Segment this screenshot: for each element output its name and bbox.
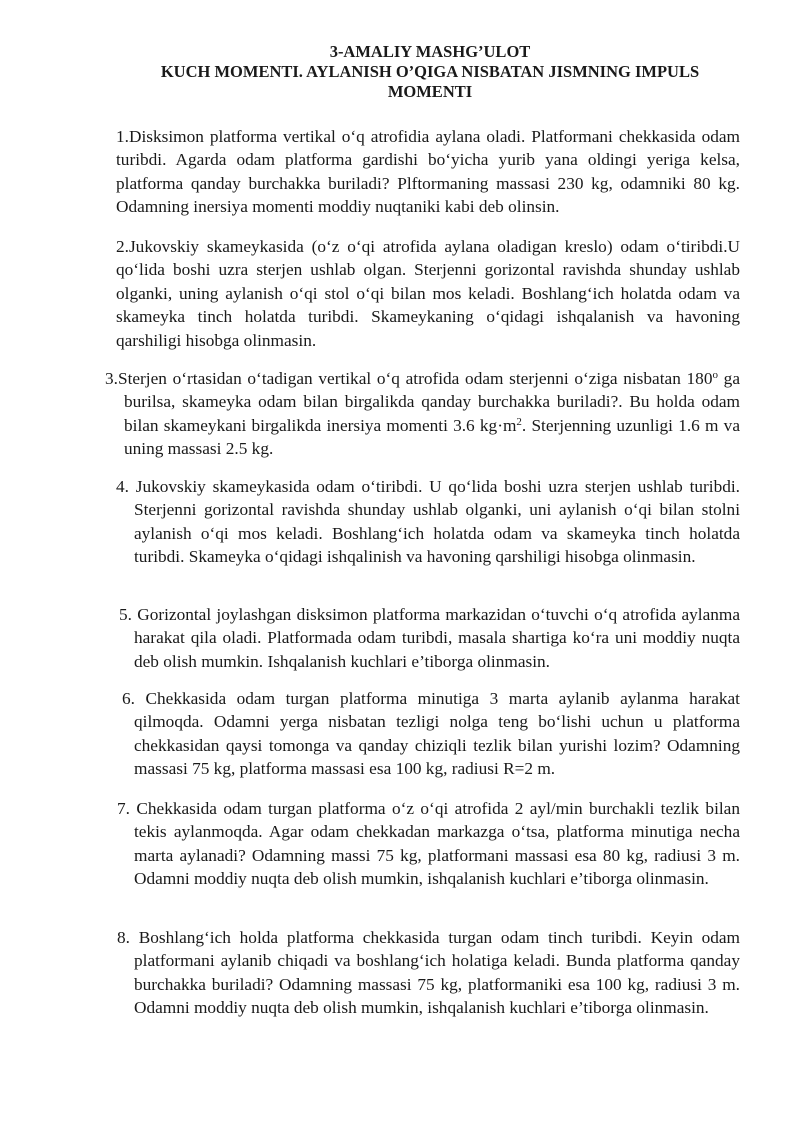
problem-1: 1.Disksimon platforma vertikal o‘q atrofidia aylana oladi. Platformani chekkasida odam turibdi. Agarda odam platforma gardishi bo‘yicha yurib yana oldingi yeriga kelsa, platforma qanday burchakka buriladi? Plftormaning massasi 230 kg, odamniki 80 kg. Odamning inersiya momenti moddiy nuqtaniki kabi deb olinsin. bbox=[116, 127, 740, 217]
problem-5: 5. Gorizontal joylashgan disksimon platforma markazidan o‘tuvchi o‘q atrofida aylanma harakat qila oladi. Platformada odam turibdi, masala shartiga ko‘ra uni moddiy nuqta deb olish mumkin. Ishqalanish kuchlari e’tiborga olinmasin. bbox=[119, 605, 740, 671]
problem-3-text-c: . Sterjenning uzunligi 1.6 m va uning massasi 2.5 kg. bbox=[124, 415, 740, 459]
problem-8: 8. Boshlang‘ich holda platforma chekkasida turgan odam tinch turibdi. Keyin odam platformani aylanib chiqadi va boshlang‘ich holatiga keladi. Bunda platforma qanday burchakka buriladi? Odamning massasi 75 kg, platformaniki esa 100 kg, radiusi 3 m. Odamni moddiy nuqta deb olish mumkin, ishqalanish kuchlari e’tiborga olinmasin. bbox=[117, 928, 740, 1018]
square-superscript: 2 bbox=[516, 415, 522, 428]
topic-title-line2: MOMENTI bbox=[387, 82, 473, 101]
problem-3-text-b: ga burilsa, skameyka odam bilan birgalikda qanday burchakka buriladi?. Bu holda odam bilan skameykani birgalikda inersiya momenti 3.6 kg·m bbox=[124, 369, 740, 435]
degree-superscript: o bbox=[712, 369, 718, 381]
practice-title: 3-AMALIY MASHG’ULOT bbox=[329, 42, 531, 61]
problem-3-text-a: 3.Sterjen o‘rtasidan o‘tadigan vertikal o‘q atrofida odam sterjenni o‘ziga nisbatan 180 bbox=[105, 369, 713, 388]
problem-2: 2.Jukovskiy skameykasida (o‘z o‘qi atrofida aylana oladigan kreslo) odam o‘tiribdi.U qo‘lida boshi uzra sterjen ushlab olgan. Sterjenni gorizontal ravishda shunday ushlab olganki, uning aylanish o‘qi stol o‘qi bilan mos keladi. Boshlang‘ich holatda odam va skameyka tinch holatda turibdi. Skameykaning o‘qidagi ishqalanish va havoning qarshiligi hisobga olinmasin. bbox=[116, 237, 740, 350]
problem-3 bbox=[105, 367, 740, 461]
problem-6: 6. Chekkasida odam turgan platforma minutiga 3 marta aylanib aylanma harakat qilmoqda. Odamni yerga nisbatan tezligi nolga teng bo‘lishi uchun u platforma chekkasidan qaysi tomonga va qanday chiziqli tezlik bilan yurishi lozim? Odamning massasi 75 kg, platforma massasi esa 100 kg, radiusi R=2 m. bbox=[122, 689, 740, 779]
problem-4: 4. Jukovskiy skameykasida odam o‘tiribdi. U qo‘lida boshi uzra sterjen ushlab turibdi. Sterjenni gorizontal ravishda shunday ushlab olganki, uni aylanish o‘qi bilan stolni aylanish o‘qi mos keladi. Boshlang‘ich holatda odam va skameyka tinch holatda turibdi. Skameyka o‘qidagi ishqalinish va havoning qarshiligi hisobga olinmasin. bbox=[116, 477, 740, 567]
problem-7: 7. Chekkasida odam turgan platforma o‘z o‘qi atrofida 2 ayl/min burchakli tezlik bilan tekis aylanmoqda. Agar odam chekkadan markazga o‘tsa, platforma minutiga necha marta aylanadi? Odamning massi 75 kg, platformani massasi esa 80 kg, radiusi 3 m. Odamni moddiy nuqta deb olish mumkin, ishqalanish kuchlari e’tiborga olinmasin. bbox=[117, 799, 740, 889]
topic-title-line1: KUCH MOMENTI. AYLANISH O’QIGA NISBATAN JISMNING IMPULS bbox=[160, 62, 700, 81]
